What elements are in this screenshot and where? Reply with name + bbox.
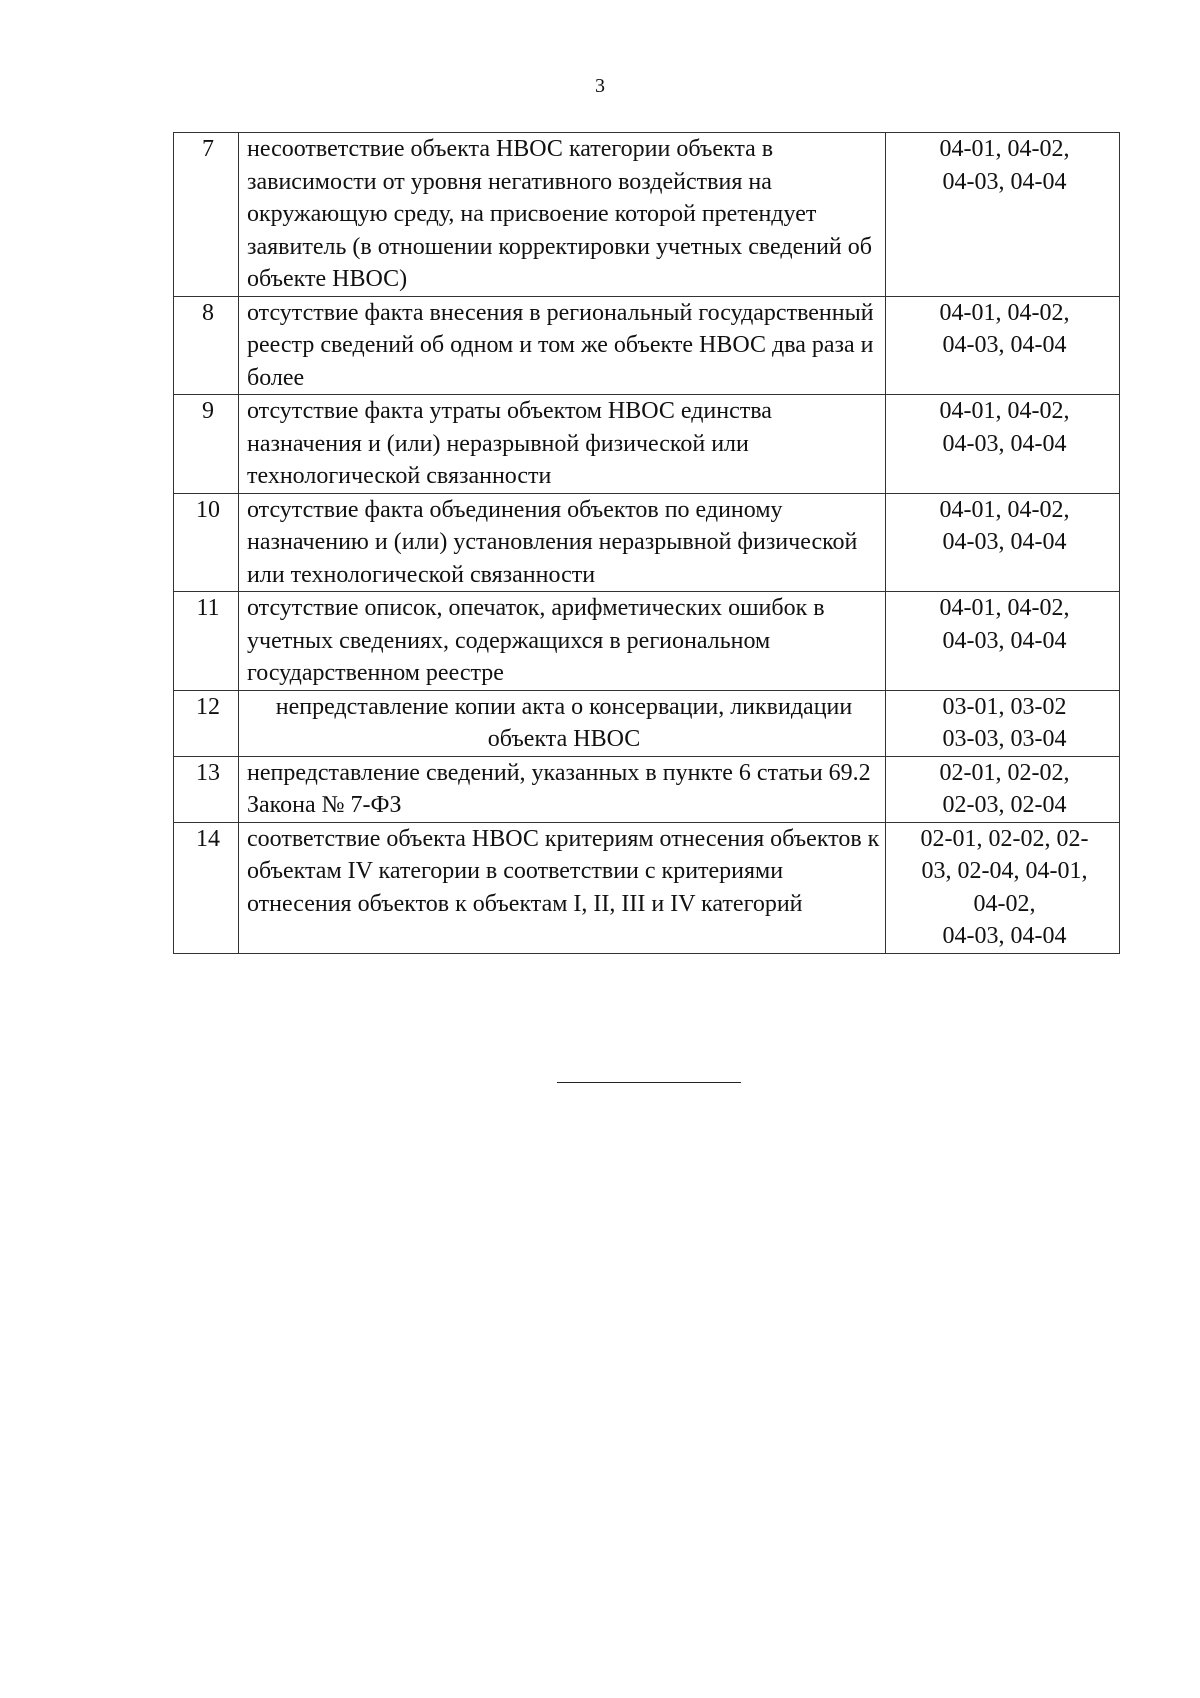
table-row: [174, 822, 1120, 953]
row-number: 9: [174, 395, 239, 494]
row-codes: [886, 493, 1120, 592]
row-number: 14: [174, 822, 239, 953]
table-row: [174, 296, 1120, 395]
code-line: 04-03, 04-04: [942, 923, 1067, 949]
row-description: отсутствие факта объединения объектов по единому назначению и (или) установления неразрывной физической или технологической связанности: [239, 493, 886, 592]
end-divider: [557, 1082, 741, 1083]
code-line: 02-03, 02-04: [942, 792, 1067, 818]
code-line: 03-01, 03-02: [942, 693, 1067, 720]
row-codes: [886, 822, 1120, 953]
row-number: 11: [174, 592, 239, 691]
code-line: 04-02,: [973, 890, 1036, 917]
code-line: 04-01, 04-02,: [939, 299, 1070, 326]
table-row: [174, 592, 1120, 691]
row-codes: [886, 690, 1120, 756]
page-number: 3: [595, 75, 605, 97]
code-line: 02-01, 02-02,: [939, 759, 1070, 786]
code-line: 03-03, 03-04: [942, 726, 1067, 752]
code-line: 02-01, 02-02, 02-: [920, 825, 1089, 852]
row-description: соответствие объекта НВОС критериям отнесения объектов к объектам IV категории в соответствии с критериями отнесения объектов к объектам I, II, III и IV категорий: [239, 822, 886, 953]
code-line: 04-01, 04-02,: [939, 398, 1070, 424]
row-number: 7: [174, 133, 239, 297]
row-description: отсутствие факта утраты объектом НВОС единства назначения и (или) неразрывной физической или технологической связанности: [239, 395, 886, 494]
code-line: 04-03, 04-04: [942, 529, 1067, 555]
row-number: 12: [174, 690, 239, 756]
row-description: отсутствие факта внесения в региональный государственный реестр сведений об одном и том же объекте НВОС два раза и более: [239, 296, 886, 395]
row-description: несоответствие объекта НВОС категории объекта в зависимости от уровня негативного воздействия на окружающую среду, на присвоение которой претендует заявитель (в отношении корректировки учетных сведений об объекте НВОС): [239, 133, 886, 297]
table-row: [174, 756, 1120, 822]
table-row: [174, 395, 1120, 494]
code-line: 04-03, 04-04: [942, 332, 1067, 358]
code-line: 04-03, 04-04: [942, 168, 1067, 195]
row-description: отсутствие описок, опечаток, арифметических ошибок в учетных сведениях, содержащихся в региональном государственном реестре: [239, 592, 886, 691]
row-codes: [886, 592, 1120, 691]
code-line: 04-03, 04-04: [942, 430, 1067, 457]
code-line: 04-03, 04-04: [942, 627, 1067, 654]
table-row: [174, 133, 1120, 297]
row-codes: [886, 756, 1120, 822]
row-number: 13: [174, 756, 239, 822]
code-line: 04-01, 04-02,: [939, 595, 1070, 621]
row-description: непредставление сведений, указанных в пункте 6 статьи 69.2 Закона № 7-ФЗ: [239, 756, 886, 822]
row-codes: [886, 296, 1120, 395]
code-line: 04-01, 04-02,: [939, 136, 1070, 162]
code-line: 04-01, 04-02,: [939, 496, 1070, 523]
row-description: непредставление копии акта о консервации, ликвидации объекта НВОС: [239, 690, 886, 756]
row-codes: [886, 395, 1120, 494]
row-codes: [886, 133, 1120, 297]
code-line: 03, 02-04, 04-01,: [921, 858, 1088, 884]
row-number: 10: [174, 493, 239, 592]
row-number: 8: [174, 296, 239, 395]
table-row: [174, 690, 1120, 756]
table-row: [174, 493, 1120, 592]
criteria-table: [173, 132, 1120, 954]
